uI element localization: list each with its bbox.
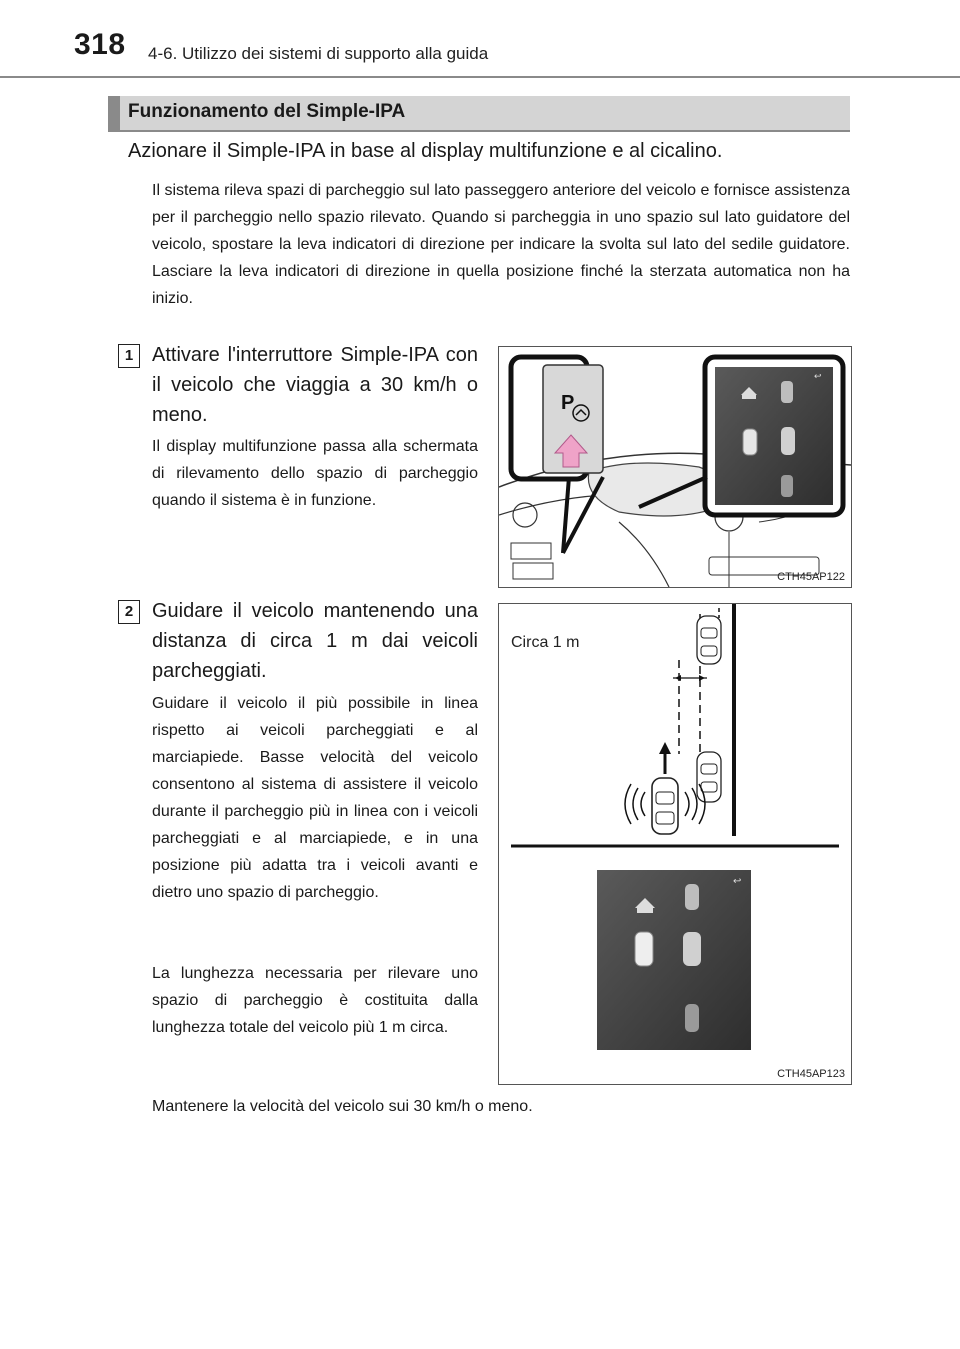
step-title: Attivare l'interruttore Simple-IPA con il veicolo che viaggia a 30 km/h o meno. bbox=[152, 344, 478, 426]
parking-switch-glyph: P bbox=[561, 392, 575, 414]
page-number: 318 bbox=[74, 28, 126, 61]
svg-text:↩: ↩ bbox=[733, 876, 742, 887]
road-illustration bbox=[499, 604, 851, 1084]
step-paragraph: Guidare il veicolo il più possibile in linea rispetto ai veicoli parcheggiati e al marciapiede. Basse velocità del veicolo consentono al sistema di assistere il veicolo durante il parcheggio più in linea con i veicoli parcheggiati e al marciapiede, e in una posizione più adatta tra i veicoli avanti e dietro uno spazio di parcheggio. bbox=[152, 695, 478, 901]
chapter-title: 4-6. Utilizzo dei sistemi di supporto alla guida bbox=[148, 44, 489, 63]
step-number-badge: 1 bbox=[118, 344, 140, 368]
section-lead: Azionare il Simple-IPA in base al display multifunzione e al cicalino. bbox=[128, 140, 723, 162]
step-note: Mantenere la velocità del veicolo sui 30 km/h o meno. bbox=[152, 1098, 533, 1115]
figure-code: CTH45AP123 bbox=[777, 1068, 845, 1080]
intro-paragraph: Il sistema rileva spazi di parcheggio sul lato passeggero anteriore del veicolo e fornisce assistenza per il parcheggio nello spazio rilevato. Quando si parcheggia in uno spazio sul lato guidatore del veicolo, spostare la leva indicatori di direzione per indicare la svolta sul lato del sedile guidatore. Lasciare la leva indicatori di direzione in quella posizione finché la sterzata automatica non ha inizio. bbox=[152, 182, 850, 307]
dashboard-illustration bbox=[499, 347, 851, 587]
svg-text:↩: ↩ bbox=[814, 372, 822, 382]
step-paragraph: Il display multifunzione passa alla schermata di rilevamento dello spazio di parcheggio quando il sistema è in funzione. bbox=[152, 438, 478, 509]
step-paragraph: La lunghezza necessaria per rilevare uno spazio di parcheggio è costituita dalla lunghezza totale del veicolo più 1 m circa. bbox=[152, 965, 478, 1036]
section-title: Funzionamento del Simple-IPA bbox=[128, 101, 406, 122]
figure-code: CTH45AP122 bbox=[777, 571, 845, 583]
distance-label: Circa 1 m bbox=[511, 634, 580, 651]
header-divider bbox=[0, 76, 960, 78]
section-heading-accent bbox=[108, 96, 120, 130]
step-number-badge: 2 bbox=[118, 600, 140, 624]
figure-distance-illustration bbox=[498, 603, 852, 1085]
figure-switch-illustration bbox=[498, 346, 852, 588]
step-title: Guidare il veicolo mantenendo una distanza di circa 1 m dai veicoli parcheggiati. bbox=[152, 600, 478, 682]
